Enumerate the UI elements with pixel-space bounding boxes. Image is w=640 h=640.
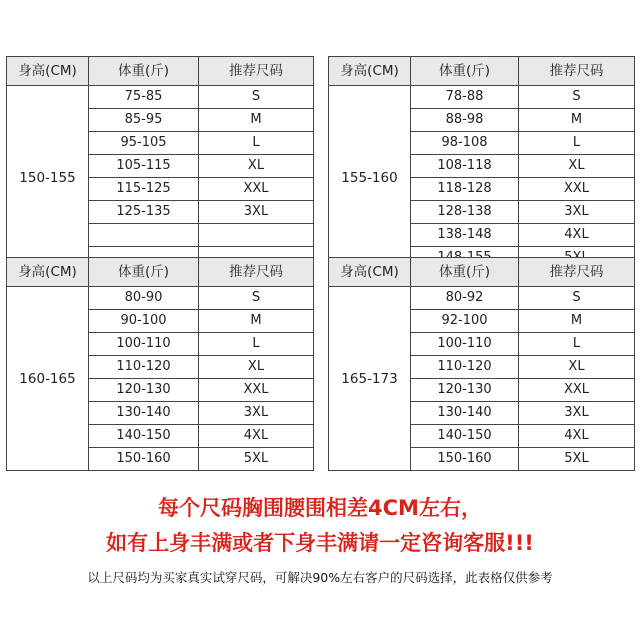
size-cell: S xyxy=(199,287,314,310)
size-cell: M xyxy=(199,310,314,333)
header-size: 推荐尺码 xyxy=(519,258,635,287)
size-cell: XL xyxy=(199,155,314,178)
header-size: 推荐尺码 xyxy=(199,258,314,287)
weight-cell: 108-118 xyxy=(411,155,519,178)
size-cell: L xyxy=(519,333,635,356)
weight-cell: 80-90 xyxy=(89,287,199,310)
weight-cell: 85-95 xyxy=(89,109,199,132)
size-cell: S xyxy=(199,86,314,109)
size-cell: L xyxy=(199,132,314,155)
size-cell: 3XL xyxy=(519,201,635,224)
weight-cell: 110-120 xyxy=(411,356,519,379)
size-cell: XXL xyxy=(199,379,314,402)
header-weight: 体重(斤) xyxy=(411,258,519,287)
header-height: 身高(CM) xyxy=(329,258,411,287)
header-weight: 体重(斤) xyxy=(411,57,519,86)
weight-cell: 138-148 xyxy=(411,224,519,247)
weight-cell: 110-120 xyxy=(89,356,199,379)
size-table-4 xyxy=(328,257,635,471)
footer-note: 以上尺码均为买家真实试穿尺码，可解决90%左右客户的尺码选择，此表格仅供参考 xyxy=(87,570,553,585)
notice-line-2: 如有上身丰满或者下身丰满请一定咨询客服!!! xyxy=(106,531,534,555)
weight-cell: 140-150 xyxy=(411,425,519,448)
size-cell: XL xyxy=(199,356,314,379)
weight-cell: 75-85 xyxy=(89,86,199,109)
header-weight: 体重(斤) xyxy=(89,258,199,287)
weight-cell: 90-100 xyxy=(89,310,199,333)
header-weight: 体重(斤) xyxy=(89,57,199,86)
size-cell: 4XL xyxy=(199,425,314,448)
weight-cell: 125-135 xyxy=(89,201,199,224)
weight-cell: 150-160 xyxy=(411,448,519,471)
size-cell: L xyxy=(199,333,314,356)
weight-cell: 88-98 xyxy=(411,109,519,132)
size-cell: 3XL xyxy=(519,402,635,425)
weight-cell: 78-88 xyxy=(411,86,519,109)
weight-cell: 120-130 xyxy=(89,379,199,402)
weight-cell: 115-125 xyxy=(89,178,199,201)
size-cell: 5XL xyxy=(519,448,635,471)
height-range: 165-173 xyxy=(329,287,411,471)
size-cell: 5XL xyxy=(199,448,314,471)
size-cell: 3XL xyxy=(199,402,314,425)
weight-cell xyxy=(89,224,199,247)
size-cell: 4XL xyxy=(519,425,635,448)
header-height: 身高(CM) xyxy=(7,258,89,287)
size-table-2 xyxy=(328,56,635,270)
size-table-3 xyxy=(6,257,314,471)
header-size: 推荐尺码 xyxy=(199,57,314,86)
header-height: 身高(CM) xyxy=(329,57,411,86)
size-cell: L xyxy=(519,132,635,155)
size-cell: M xyxy=(519,310,635,333)
weight-cell: 100-110 xyxy=(411,333,519,356)
height-range: 160-165 xyxy=(7,287,89,471)
weight-cell: 98-108 xyxy=(411,132,519,155)
size-cell: XXL xyxy=(519,379,635,402)
weight-cell: 140-150 xyxy=(89,425,199,448)
size-cell: XL xyxy=(519,155,635,178)
header-size: 推荐尺码 xyxy=(519,57,635,86)
weight-cell: 95-105 xyxy=(89,132,199,155)
size-table-1 xyxy=(6,56,314,270)
size-cell: 3XL xyxy=(199,201,314,224)
weight-cell: 130-140 xyxy=(411,402,519,425)
size-cell: M xyxy=(519,109,635,132)
weight-cell: 130-140 xyxy=(89,402,199,425)
height-range: 150-155 xyxy=(7,86,89,270)
height-range: 155-160 xyxy=(329,86,411,270)
weight-cell: 118-128 xyxy=(411,178,519,201)
weight-cell: 92-100 xyxy=(411,310,519,333)
weight-cell: 105-115 xyxy=(89,155,199,178)
size-cell: 4XL xyxy=(519,224,635,247)
weight-cell: 100-110 xyxy=(89,333,199,356)
weight-cell: 120-130 xyxy=(411,379,519,402)
header-height: 身高(CM) xyxy=(7,57,89,86)
size-cell: XL xyxy=(519,356,635,379)
size-cell xyxy=(199,224,314,247)
notice-line-1: 每个尺码胸围腰围相差4CM左右， xyxy=(158,496,482,520)
weight-cell: 150-160 xyxy=(89,448,199,471)
size-cell: S xyxy=(519,287,635,310)
weight-cell: 128-138 xyxy=(411,201,519,224)
size-cell: XXL xyxy=(199,178,314,201)
size-cell: XXL xyxy=(519,178,635,201)
size-cell: M xyxy=(199,109,314,132)
size-cell: S xyxy=(519,86,635,109)
weight-cell: 80-92 xyxy=(411,287,519,310)
